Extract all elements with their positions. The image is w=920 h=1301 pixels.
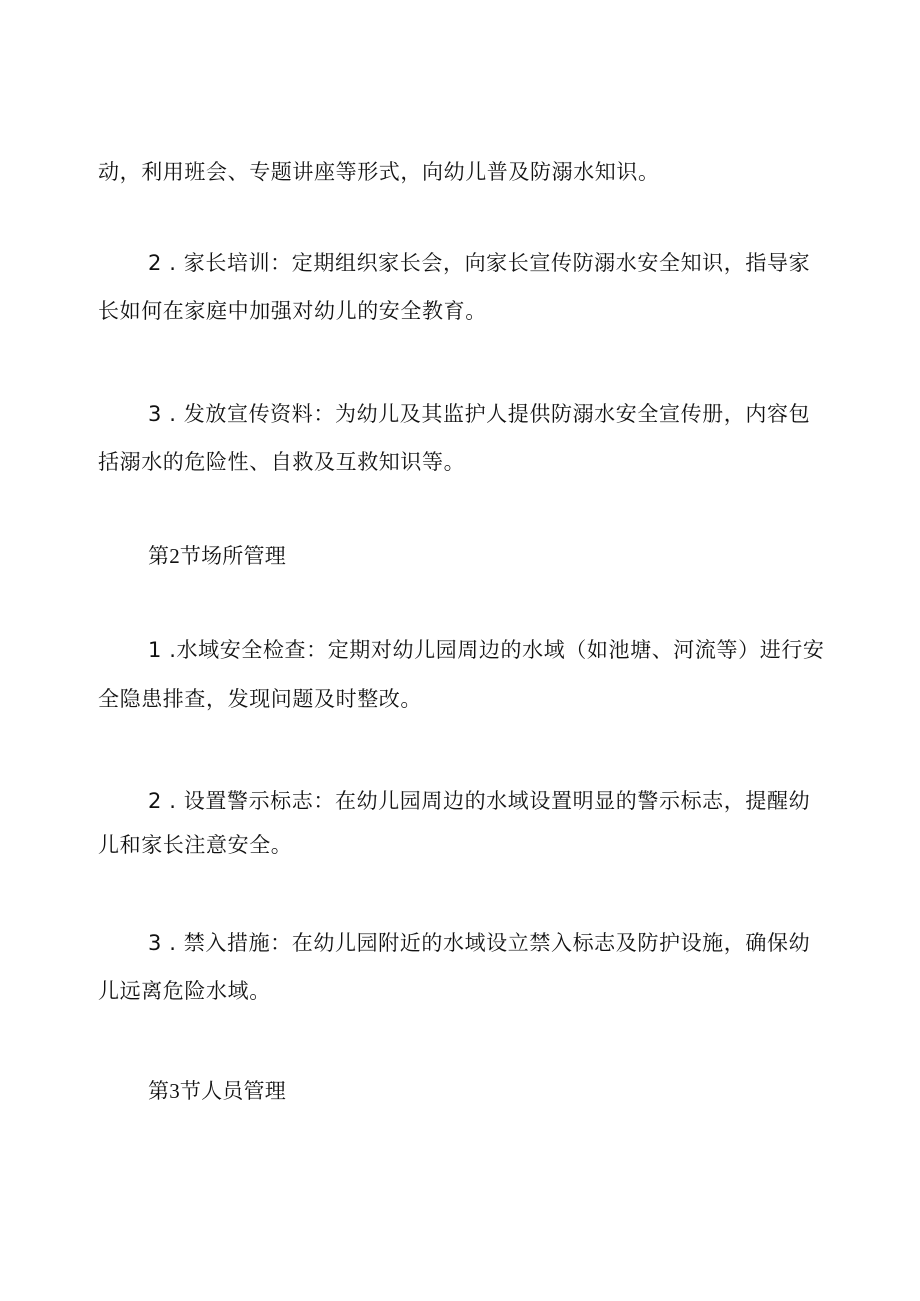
paragraph-parent-training-line-1: 2 . 家长培训：定期组织家长会，向家长宣传防溺水安全知识，指导家 <box>148 251 811 275</box>
paragraph-materials-line-2: 括溺水的危险性、自救及互救知识等。 <box>98 450 466 474</box>
paragraph-1-line-1: 动，利用班会、专题讲座等形式，向幼儿普及防溺水知识。 <box>98 160 660 184</box>
paragraph-parent-training-line-2: 长如何在家庭中加强对幼儿的安全教育。 <box>98 299 487 323</box>
paragraph-water-inspection-line-1: 1 .水域安全检查：定期对幼儿园周边的水域（如池塘、河流等）进行安 <box>148 638 825 662</box>
paragraph-no-entry-line-1: 3 . 禁入措施：在幼儿园附近的水域设立禁入标志及防护设施，确保幼 <box>148 931 811 955</box>
paragraph-materials-line-1: 3 . 发放宣传资料：为幼儿及其监护人提供防溺水安全宣传册，内容包 <box>148 402 811 426</box>
paragraph-no-entry-line-2: 儿远离危险水域。 <box>98 979 271 1003</box>
paragraph-water-inspection-line-2: 全隐患排查，发现问题及时整改。 <box>98 687 422 711</box>
paragraph-warning-signs-line-1: 2 . 设置警示标志：在幼儿园周边的水域设置明显的警示标志，提醒幼 <box>148 789 811 813</box>
section-3-heading: 第3节人员管理 <box>148 1079 286 1103</box>
paragraph-warning-signs-line-2: 儿和家长注意安全。 <box>98 833 293 857</box>
section-2-heading: 第2节场所管理 <box>148 544 286 568</box>
